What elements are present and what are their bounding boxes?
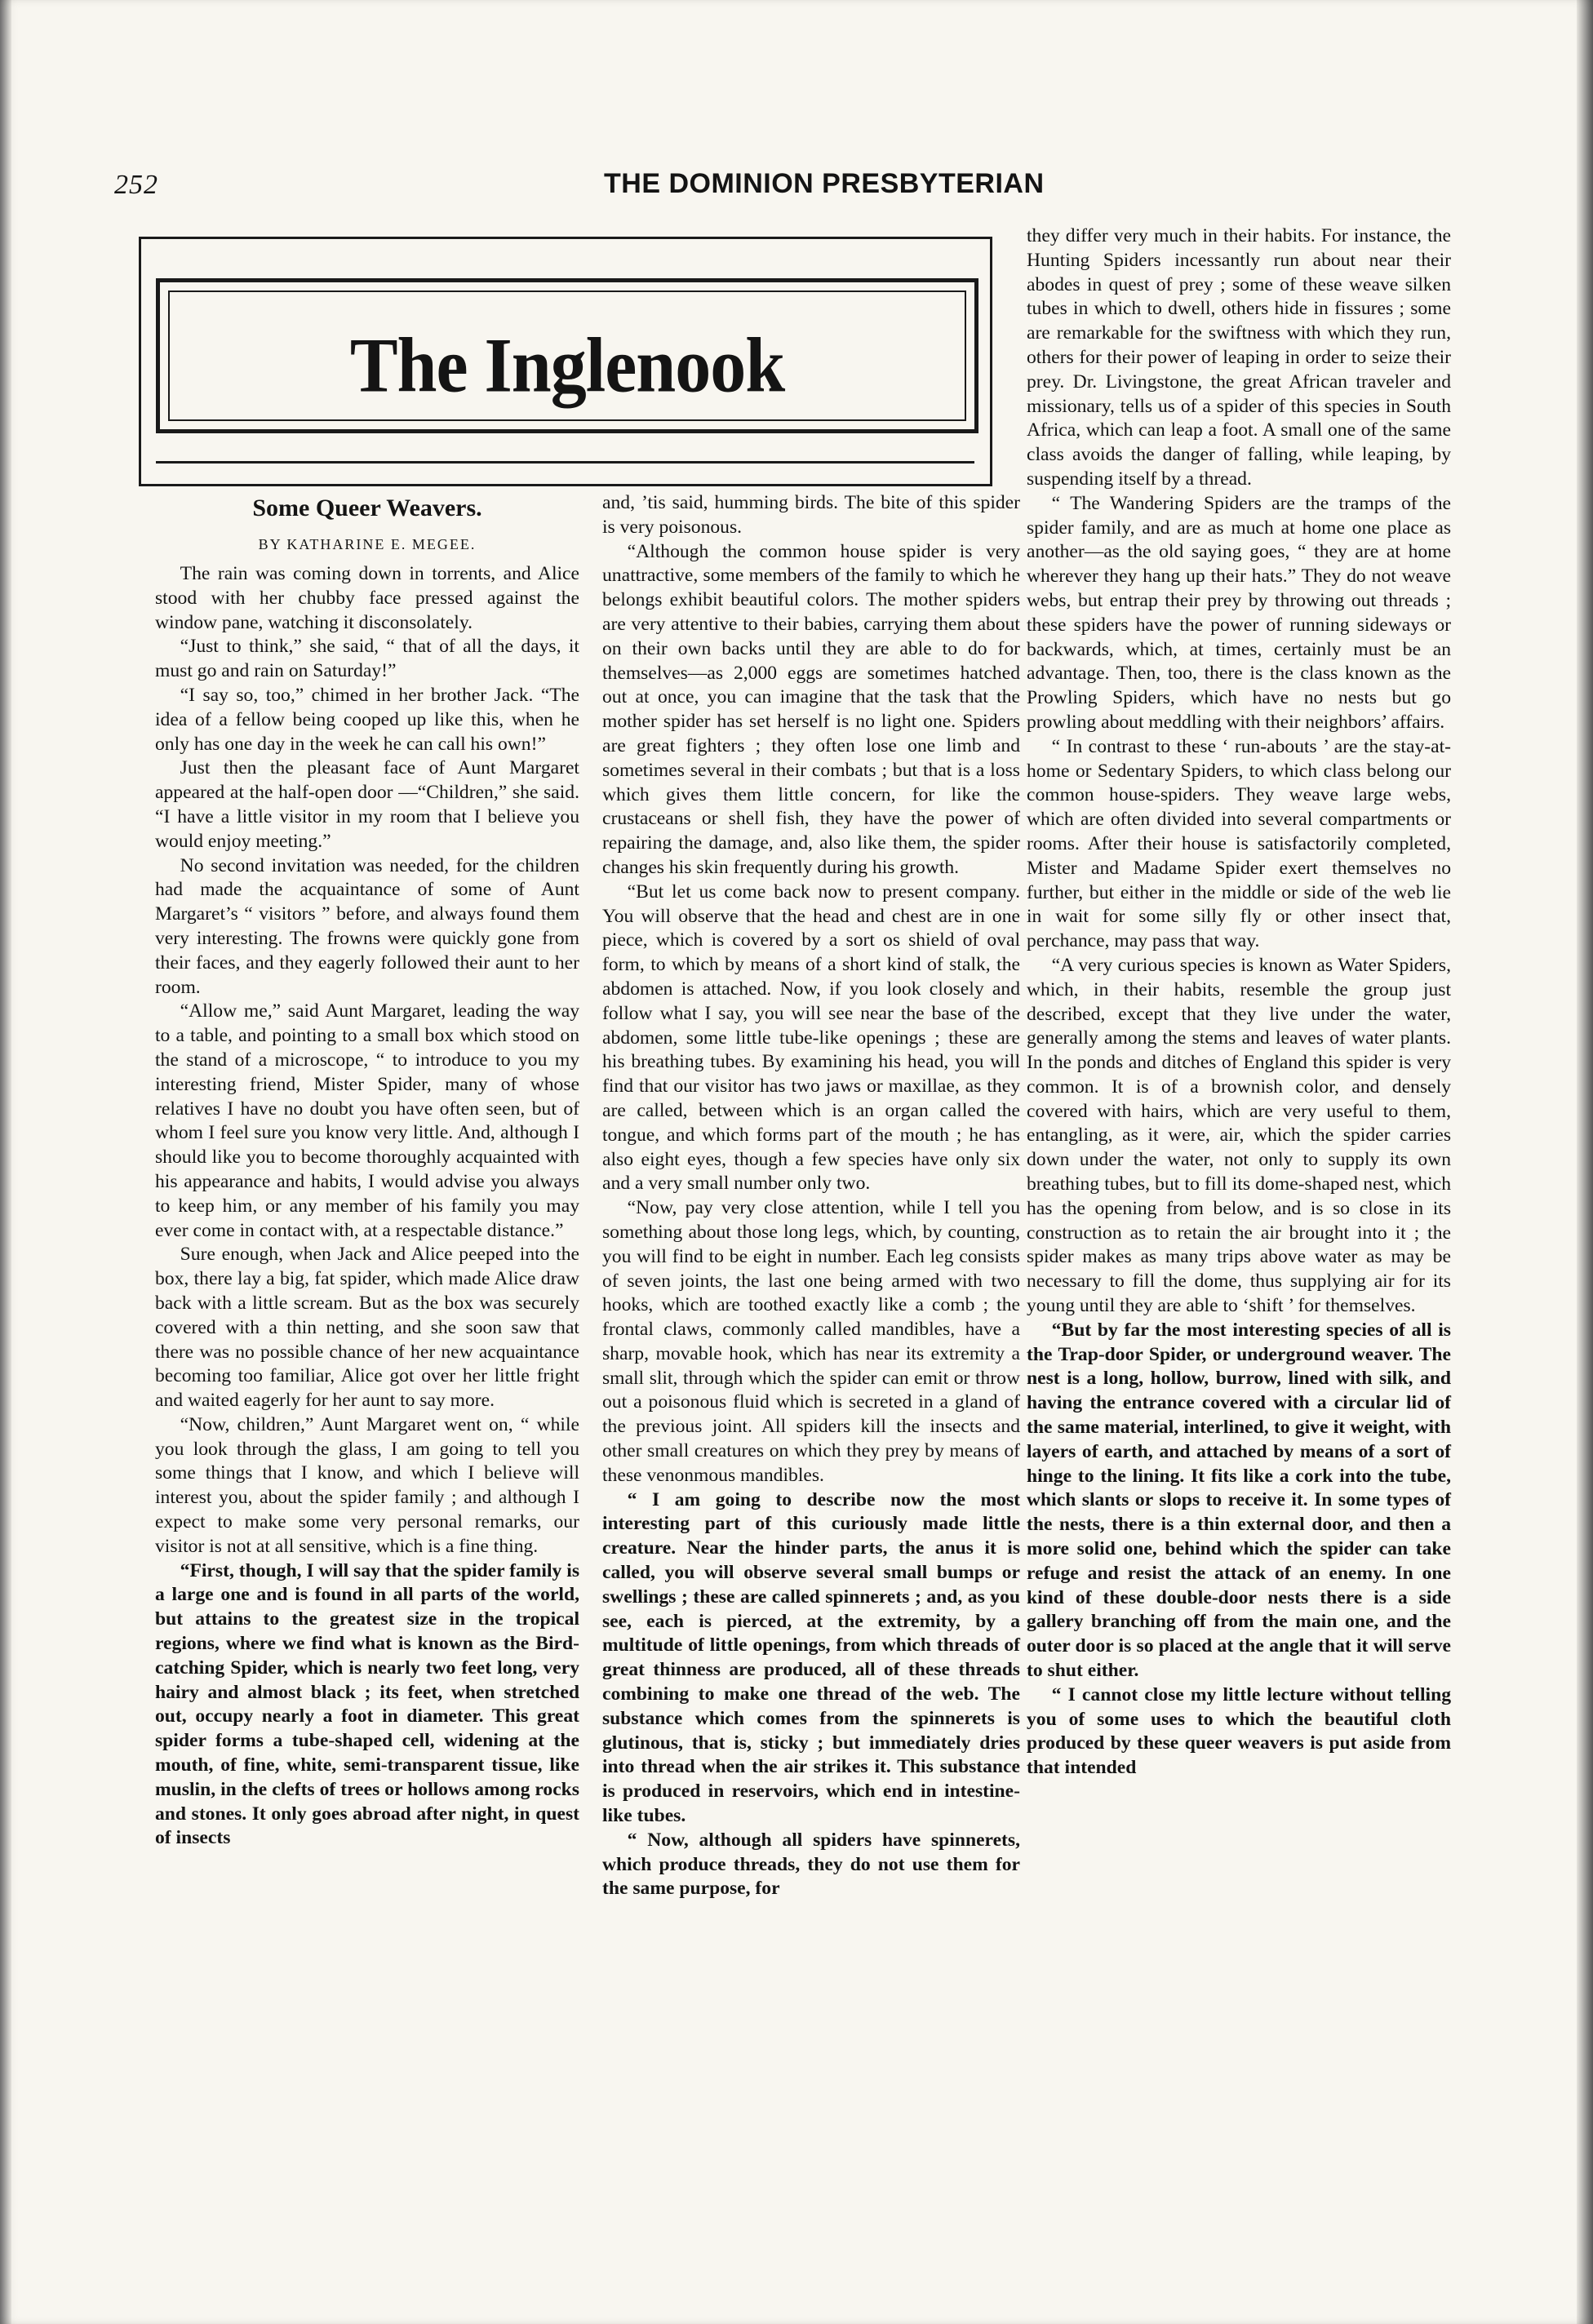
scan-right-edge bbox=[1577, 0, 1593, 2324]
section-title-frame bbox=[156, 278, 978, 433]
paragraph: they differ very much in their habits. For instance, the Hunting Spiders incessantly run about near their abodes in quest of prey ; some of these weave silken tubes in which to dwell, others hide in fissures ; some are remarkable for the swiftness with which they run, others for their power of leaping in order to seize their prey. Dr. Livingstone, the great African traveler and missionary, tells us of a spider of this species in South Africa, which can leap a foot. A small one of the same class avoids the danger of falling, while leaping, by suspending itself by a thread. bbox=[1027, 225, 1451, 490]
column-1 bbox=[155, 494, 579, 1851]
running-head: THE DOMINION PRESBYTERIAN bbox=[604, 168, 1045, 199]
paragraph: “I say so, too,” chimed in her brother Jack. “The idea of a fellow being cooped up like this, when he only has one day in the week he can call his own!” bbox=[155, 684, 579, 755]
paragraph: Sure enough, when Jack and Alice peeped into the box, there lay a big, fat spider, which made Alice draw back with a little scream. But as the box was securely covered with a thin netting, and she soon saw that there was no possible chance of her new acquaintance becoming too familiar, Alice got over her little fright and waited eagerly for her aunt to say more. bbox=[155, 1244, 579, 1412]
article-title: Some Queer Weavers. bbox=[252, 495, 482, 521]
paragraph: “First, though, I will say that the spider family is a large one and is found in all parts of the world, but attains to the greatest size in the tropical regions, where we find what is known as the Bird-catching Spider, which is nearly two feet long, very hairy and almost black ; its feet, when stretched out, occupy nearly a foot in diameter. This great spider forms a tube-shaped cell, widening at the mouth, of fine, white, semi-transparent tissue, like muslin, in the clefts of trees or hollows among rocks and stones. It only goes abroad after night, in quest of insects bbox=[155, 1559, 579, 1849]
article-byline: BY KATHARINE E. MEGEE. bbox=[258, 536, 477, 552]
paragraph: “ The Wandering Spiders are the tramps of the spider family, and are as much at home one place as another—as the old saying goes, “ they are at home wherever they hang up their hats.” They do not weave webs, but entrap their prey by throwing out threads ; these spiders have the power of running sideways or backwards, which, at times, certainly must be an advantage. Then, too, there is the class known as the Prowling Spiders, which have no nests but go prowling about meddling with their neighbors’ affairs. bbox=[1027, 492, 1451, 733]
column-2 bbox=[602, 491, 1020, 1901]
paragraph: and, ’tis said, humming birds. The bite of this spider is very poisonous. bbox=[602, 492, 1020, 538]
column-3 bbox=[1027, 224, 1451, 1781]
paragraph: “ Now, although all spiders have spinnerets, which produce threads, they do not use them for the same purpose, for bbox=[602, 1829, 1020, 1900]
paragraph: “Allow me,” said Aunt Margaret, leading the way to a table, and pointing to a small box which stood on the stand of a microscope, “ to introduce to you my interesting friend, Mister Spider, many of whose relatives I have no doubt you have often seen, but of whom I feel sure you know very little. And, although I should like you to become thoroughly acquainted with his appearance and habits, I would advise you always to keep him, or any member of his family you may ever come in contact with, at a respectable distance.” bbox=[155, 1000, 579, 1241]
paragraph: “ I cannot close my little lecture without telling you of some uses to which the beautiful cloth produced by these queer weavers is put aside from that intended bbox=[1027, 1683, 1451, 1779]
paragraph: “Now, pay very close attention, while I tell you something about those long legs, which, by counting, you will find to be eight in number. Each leg consists of seven joints, the last one being armed with two hooks, which are toothed exactly like a comb ; the frontal claws, commonly called mandibles, have a sharp, movable hook, which has near its extremity a small slit, through which the spider can emit or throw out a poisonous fluid which is secreted in a gland of the previous joint. All spiders kill the insects and other small creatures on which they prey by means of these venonmous mandibles. bbox=[602, 1197, 1020, 1486]
paragraph: Just then the pleasant face of Aunt Margaret appeared at the half-open door —“Children,” she said. “I have a little visitor in my room that I believe you would enjoy meeting.” bbox=[155, 757, 579, 852]
paragraph: “Now, children,” Aunt Margaret went on, “ while you look through the glass, I am going to tell you some things that I know, and which I believe will interest you, about the spider family ; and although I expect to make some very personal remarks, our visitor is not at all sensitive, which is a fine thing. bbox=[155, 1413, 579, 1557]
paragraph: “Just to think,” she said, “ that of all the days, it must go and rain on Saturday!” bbox=[155, 636, 579, 682]
paragraph: The rain was coming down in torrents, and Alice stood with her chubby face pressed against the window pane, watching it disconsolately. bbox=[155, 563, 579, 633]
section-header-frame bbox=[139, 237, 992, 486]
scan-left-edge bbox=[0, 0, 11, 2324]
paragraph: “A very curious species is known as Water Spiders, which, in their habits, resemble the group just described, except that they live under the water, generally among the stems and leaves of water plants. In the ponds and ditches of England this spider is very common. It is of a brownish color, and densely covered with hairs, which are very useful to them, entangling, as it were, air, which the spider carries down under the water, not only to supply its own breathing tubes, but to fill its dome-shaped nest, which has the opening from below, and is so close in its construction as to retain the air brought into it ; the spider makes as many trips above water as may be necessary to fill the dome, thus supplying air for its young until they are able to ‘shift ’ for themselves. bbox=[1027, 954, 1451, 1317]
paragraph: “ I am going to describe now the most interesting part of this curiously made little creature. Near the hinder parts, the anus it is called, you will observe several small bumps or swellings ; these are called spinnerets ; and, as you see, each is pierced, at the extremity, by a multitude of little openings, from which threads of great thinness are produced, all of these threads combining to make one thread of the web. The substance which comes from the spinnerets is glutinous, that is, sticky ; but immediately dries into thread when the air strikes it. This substance is produced in reservoirs, which end in intestine-like tubes. bbox=[602, 1488, 1020, 1827]
section-title-inner-frame bbox=[168, 290, 966, 421]
header-rule bbox=[156, 461, 974, 463]
paragraph: “But by far the most interesting species of all is the Trap-door Spider, or underground weaver. The nest is a long, hollow, burrow, lined with silk, and having the entrance covered with a circular lid of the same material, interlined, to give it weight, with layers of earth, and attached by means of a sort of hinge to the lining. It fits like a cork into the tube, which slants or slops to receive it. In some types of the nests, there is a thin external door, and then a more solid one, behind which the spider can take refuge and resist the attack of an enemy. In one kind of these double-door nests there is a side gallery branching off from the main one, and the outer door is so placed at the angle that it will serve to shut either. bbox=[1027, 1319, 1451, 1682]
page-number: 252 bbox=[114, 170, 158, 200]
paragraph: “ In contrast to these ‘ run-abouts ’ are the stay-at-home or Sedentary Spiders, to which class belong our common house-spiders. They weave large webs, which are often divided into several compartments or rooms. After their house is satisfactorily completed, Mister and Madame Spider exert themselves no further, but either in the middle or side of the web lie in wait for some silly fly or other insect that, perchance, may pass that way. bbox=[1027, 735, 1451, 952]
paragraph: No second invitation was needed, for the children had made the acquaintance of some of Aunt Margaret’s “ visitors ” before, and always found them very interesting. The frowns were quickly gone from their faces, and they eagerly followed their aunt to her room. bbox=[155, 854, 579, 998]
section-title: The Inglenook bbox=[349, 323, 785, 409]
paragraph: “Although the common house spider is very unattractive, some members of the family to which he belongs exhibit beautiful colors. The mother spiders are very attentive to their babies, carrying them about on their own backs until they are able to do for themselves—as 2,000 eggs are sometimes hatched out at once, you can imagine that the task that the mother spider has set herself is no light one. Spiders are great fighters ; they often lose one limb and sometimes several in their combats ; but that is a loss which gives them little concern, for like the crustaceans or shell fish, they have the power of repairing the damage, and, also like them, the spider changes his skin frequently during his growth. bbox=[602, 540, 1020, 878]
paragraph: “But let us come back now to present company. You will observe that the head and chest are in one piece, which is covered by a sort os shield of oval form, to which by means of a short kind of stalk, the abdomen is attached. Now, if you look closely and follow what I say, you will see near the base of the abdomen, some little tube-like openings ; these are his breathing tubes. By examining his head, you will find that our visitor has two jaws or maxillae, as they are called, between which is an organ called the tongue, and which forms part of the mouth ; he has also eight eyes, though a few species have only six and a very small number only two. bbox=[602, 880, 1020, 1195]
